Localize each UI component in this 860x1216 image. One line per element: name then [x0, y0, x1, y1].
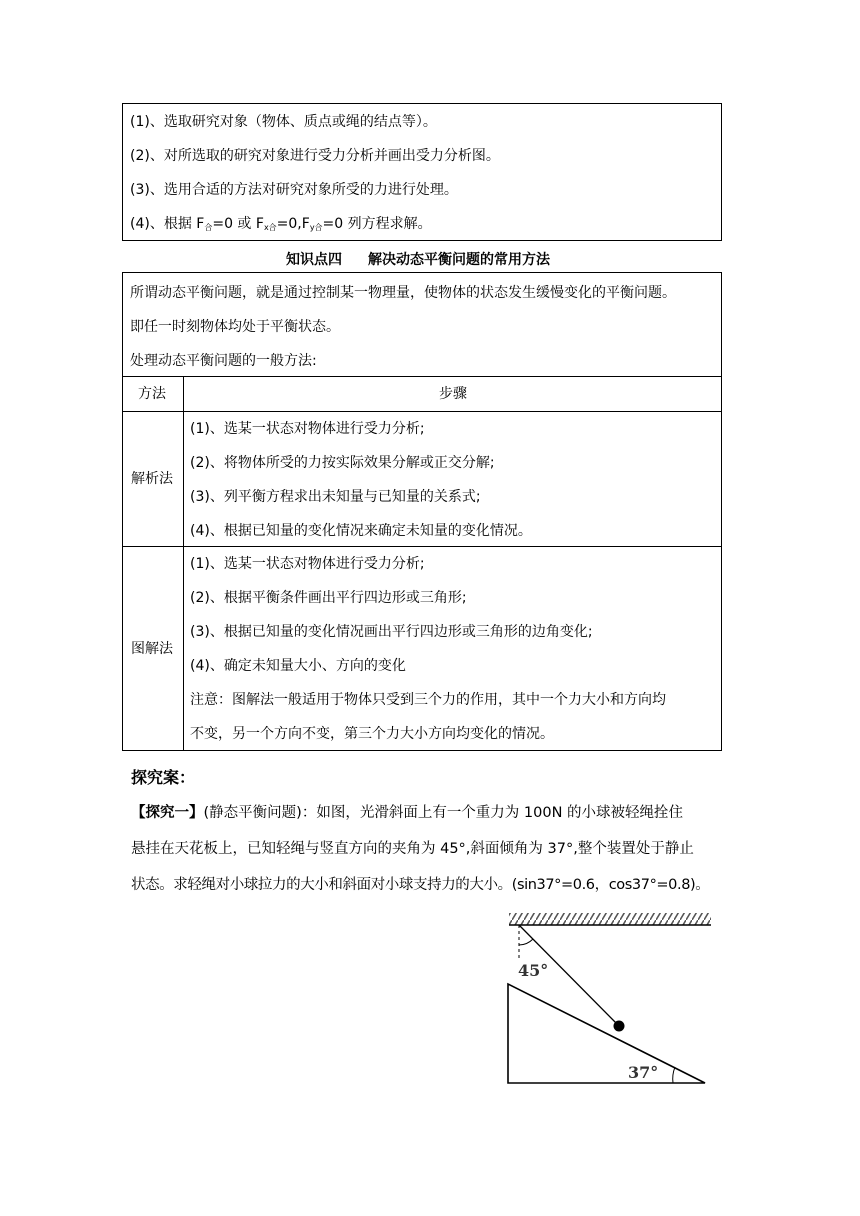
methods-box — [122, 272, 722, 751]
steps-item-4: (4)、根据 $F_合=0$ 或 $F_{x合}=0,F_{y合}=0$ 列方程求解。 — [130, 216, 432, 232]
rope-angle-label: 45° — [518, 961, 549, 980]
ball — [614, 1021, 625, 1032]
intro-line-1: 所谓动态平衡问题，就是通过控制某一物理量，使物体的状态发生缓慢变化的平衡问题。 — [130, 285, 676, 301]
method-analytic: 解析法 — [131, 471, 173, 487]
graphical-step-1: (1)、选某一状态对物体进行受力分析; — [190, 556, 425, 572]
table-row-divider — [122, 546, 722, 547]
analytic-step-4: (4)、根据已知量的变化情况来确定未知量的变化情况。 — [190, 523, 532, 539]
graphical-note-2: 不变，另一个方向不变，第三个力大小方向均变化的情况。 — [190, 726, 554, 742]
exploration-title: 探究案： — [131, 768, 196, 787]
incline-wedge — [508, 984, 705, 1083]
intro-line-2: 即任一时刻物体均处于平衡状态。 — [130, 319, 340, 335]
section-label: 知识点四 — [286, 252, 342, 268]
problem-line-1: 【探究一】(静态平衡问题)：如图，光滑斜面上有一个重力为 100N 的小球被轻绳拴住 — [131, 805, 684, 821]
graphical-step-4: (4)、确定未知量大小、方向的变化 — [190, 658, 406, 674]
problem-tag: 【探究一】 — [131, 805, 204, 821]
table-header-method: 方法 — [138, 386, 166, 402]
intro-line-3: 处理动态平衡问题的一般方法: — [130, 353, 317, 369]
incline-figure — [500, 910, 720, 1090]
method-graphical: 图解法 — [131, 641, 173, 657]
problem-line-2: 悬挂在天花板上，已知轻绳与竖直方向的夹角为 45°,斜面倾角为 37°,整个装置处于静止 — [131, 841, 694, 857]
analytic-step-2: (2)、将物体所受的力按实际效果分解或正交分解; — [190, 455, 495, 471]
section-title: 解决动态平衡问题的常用方法 — [368, 252, 550, 268]
incline-angle-label: 37° — [628, 1063, 659, 1082]
ceiling-hatch — [509, 913, 711, 925]
steps-item-3: (3)、选用合适的方法对研究对象所受的力进行处理。 — [130, 182, 458, 198]
graphical-step-2: (2)、根据平衡条件画出平行四边形或三角形; — [190, 590, 467, 606]
problem-line-3: 状态。求轻绳对小球拉力的大小和斜面对小球支持力的大小。(sin37°=0.6，cos37°=0.8)。 — [131, 877, 710, 893]
table-header-bottom-line — [122, 411, 722, 412]
rope-angle-arc — [519, 939, 533, 945]
graphical-note-1: 注意：图解法一般适用于物体只受到三个力的作用，其中一个力大小和方向均 — [190, 692, 666, 708]
incline-angle-arc — [673, 1067, 675, 1083]
table-column-divider — [183, 376, 184, 751]
graphical-step-3: (3)、根据已知量的变化情况画出平行四边形或三角形的边角变化; — [190, 624, 593, 640]
section-heading — [286, 249, 550, 269]
table-header-top-line — [122, 376, 722, 377]
analytic-step-1: (1)、选某一状态对物体进行受力分析; — [190, 421, 425, 437]
steps-item-1: (1)、选取研究对象（物体、质点或绳的结点等）。 — [130, 114, 437, 130]
table-header-steps: 步骤 — [439, 386, 467, 402]
analytic-step-3: (3)、列平衡方程求出未知量与已知量的关系式; — [190, 489, 481, 505]
steps-item-2: (2)、对所选取的研究对象进行受力分析并画出受力分析图。 — [130, 148, 500, 164]
